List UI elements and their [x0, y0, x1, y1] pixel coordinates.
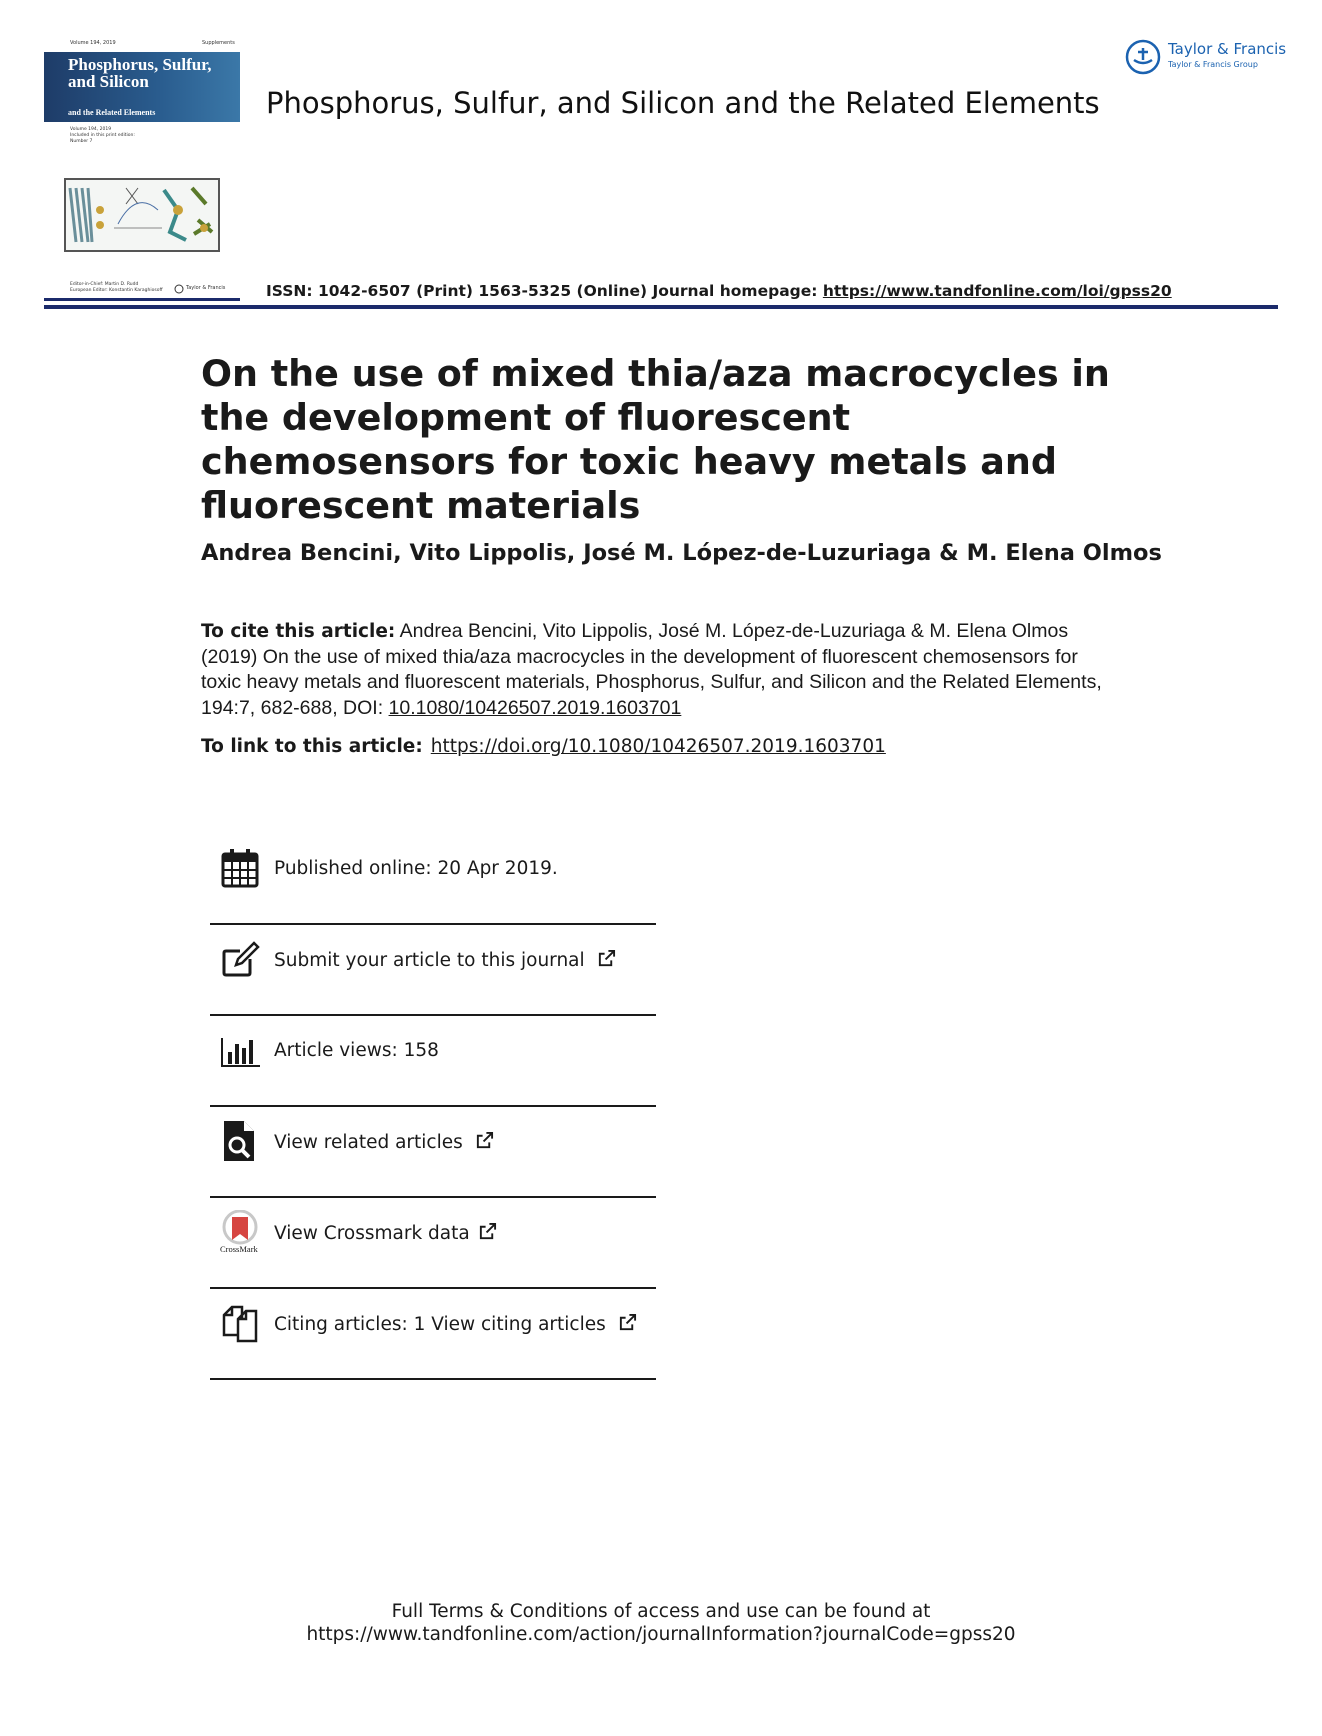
document-search-icon	[220, 1119, 260, 1163]
crossmark-link[interactable]: View Crossmark data	[274, 1223, 470, 1244]
cover-logo-text: Taylor & Francis	[186, 285, 226, 291]
published-online-text: Published online: 20 Apr 2019.	[274, 858, 558, 879]
issn-text: ISSN: 1042-6507 (Print) 1563-5325 (Online) Journal homepage:	[266, 282, 823, 300]
cite-label: To cite this article:	[201, 621, 396, 642]
cover-meta-line: Included in this print edition:	[70, 133, 135, 138]
publisher-name: Taylor & Francis	[1168, 40, 1287, 58]
doi-link[interactable]: 10.1080/10426507.2019.1603701	[388, 696, 682, 719]
journal-title: Phosphorus, Sulfur, and Silicon and the Related Elements	[266, 86, 1100, 120]
article-views-text: Article views: 158	[274, 1040, 439, 1061]
cover-editors	[70, 282, 180, 294]
cover-meta	[70, 127, 160, 145]
cover-editor-line: Editor-in-Chief: Martin D. Rudd	[70, 282, 139, 287]
citing-articles-link[interactable]: Citing articles: 1 View citing articles	[274, 1314, 606, 1335]
bar-chart-icon	[220, 1028, 260, 1072]
related-articles-link[interactable]: View related articles	[274, 1132, 463, 1153]
cover-meta-line: Number 7	[70, 139, 93, 144]
cover-artwork-image	[64, 178, 220, 252]
header-divider	[44, 305, 1278, 309]
calendar-icon	[220, 846, 260, 890]
terms-footer	[0, 1600, 1322, 1646]
article-doi-url-link[interactable]: https://doi.org/10.1080/10426507.2019.1603701	[430, 736, 886, 757]
citing-articles-row[interactable]	[210, 1287, 656, 1380]
edit-icon	[220, 937, 260, 981]
cover-top-right-text: Supplements	[202, 40, 235, 46]
journal-homepage-link[interactable]: https://www.tandfonline.com/loi/gpss20	[822, 282, 1172, 300]
journal-cover	[44, 38, 240, 301]
submit-article-link[interactable]: Submit your article to this journal	[274, 950, 585, 971]
cover-meta-line: Volume 194, 2019	[70, 127, 112, 132]
cover-title: Phosphorus, Sulfur, and Silicon	[68, 55, 212, 91]
article-authors: Andrea Bencini, Vito Lippolis, José M. López-de-Luzuriaga & M. Elena Olmos	[201, 540, 1162, 566]
publisher-group: Taylor & Francis Group	[1168, 60, 1258, 69]
crossmark-logo	[220, 1210, 260, 1254]
crossmark-icon	[220, 1210, 260, 1246]
article-info-list	[210, 834, 656, 1380]
article-title: On the use of mixed thia/aza macrocycles in the development of fluorescent chemosensors for toxic heavy metals and fluorescent materials	[201, 352, 1110, 527]
cover-publisher-logo	[174, 284, 226, 294]
link-label: To link to this article:	[201, 736, 423, 757]
taylor-francis-logo[interactable]	[1124, 38, 1287, 78]
cover-editor-line: European Editor: Konstantin Karaghiosoff	[70, 288, 163, 293]
article-views-row	[210, 1014, 656, 1105]
taylor-francis-emblem-icon	[1124, 38, 1162, 76]
related-articles-row[interactable]	[210, 1105, 656, 1196]
external-link-icon	[478, 1222, 497, 1241]
published-online-row	[210, 834, 656, 923]
cite-text: Andrea Bencini, Vito Lippolis, José M. López-de-Luzuriaga & M. Elena Olmos (2019) On the use of mixed thia/aza macrocycles in the development of fluorescent chemosensors for toxic heavy metals and fluorescent materials, Phosphorus, Sulfur, and Silicon and the Related Elements, 194:7, 682-688, DOI:	[201, 620, 1102, 719]
cover-subtitle: and the Related Elements	[68, 108, 156, 117]
external-link-icon	[618, 1313, 637, 1332]
footer-terms-text: Full Terms & Conditions of access and use can be found at	[391, 1601, 931, 1622]
crossmark-logo-text: CrossMark	[220, 1244, 258, 1254]
submit-article-row[interactable]	[210, 923, 656, 1014]
citation-block	[201, 619, 1121, 721]
footer-terms-link[interactable]: https://www.tandfonline.com/action/journalInformation?journalCode=gpss20	[306, 1624, 1016, 1645]
crossmark-row[interactable]	[210, 1196, 656, 1287]
cover-volume-line: Volume 194, 2019	[70, 40, 116, 46]
article-link-line	[201, 736, 886, 757]
external-link-icon	[475, 1131, 494, 1150]
copy-documents-icon	[220, 1301, 260, 1345]
issn-line	[266, 282, 1172, 300]
external-link-icon	[597, 949, 616, 968]
cover-title-band	[44, 52, 240, 122]
